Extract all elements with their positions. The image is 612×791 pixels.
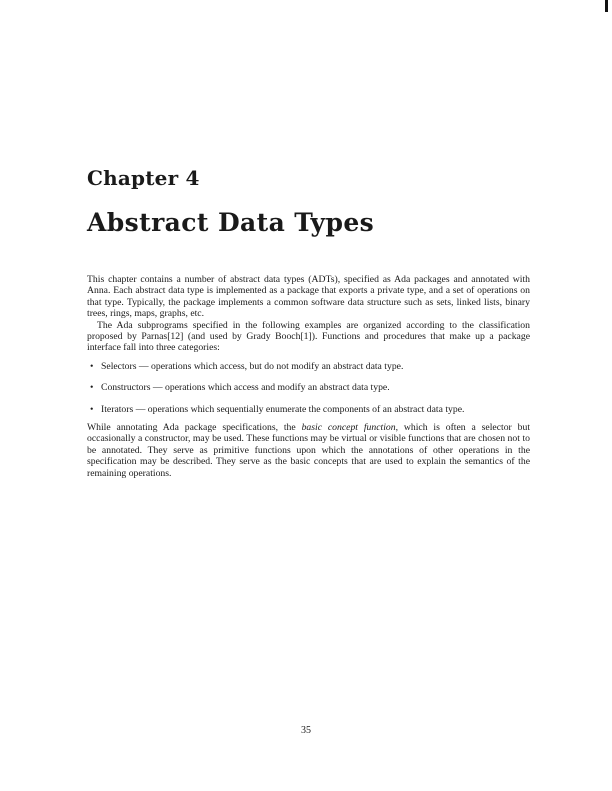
paragraph-text-after: , which is often a selector but occasionally a constructor, may be used. These functions may be virtual or visible functions that are chosen not to be annotated. They serve as primitive functions upon which the annotations of other operations in the specification may be described. They serve as the basic concepts that are used to explain the semantics of the remaining operations. — [87, 422, 531, 479]
bullet-icon: • — [90, 403, 94, 415]
basic-concept-paragraph — [87, 422, 530, 479]
chapter-label: Chapter 4 — [87, 166, 200, 190]
list-item-text: Selectors — operations which access, but do not modify an abstract data type. — [101, 360, 404, 372]
list-item — [87, 382, 530, 393]
category-list — [87, 361, 530, 415]
intro-paragraph: This chapter contains a number of abstract data types (ADTs), specified as Ada packages and annotated with Anna. Each abstract data type is implemented as a package that exports a private type, and a set of operations on that type. Typically, the package implements a common software data structure such as sets, linked lists, binary trees, rings, maps, graphs, etc. — [87, 274, 530, 320]
bullet-icon: • — [90, 382, 94, 394]
list-item — [87, 361, 530, 372]
basic-concept-term: basic concept function — [301, 422, 396, 434]
list-item — [87, 404, 530, 415]
list-item-text: Iterators — operations which sequentially enumerate the components of an abstract data type. — [101, 403, 465, 415]
scan-edge-mark — [605, 0, 608, 12]
chapter-body — [87, 274, 530, 479]
classification-paragraph: The Ada subprograms specified in the following examples are organized according to the classification proposed by Parnas[12] (and used by Grady Booch[1]). Functions and procedures that make up a package interface fall into three categories: — [87, 319, 530, 354]
page-number: 35 — [301, 725, 311, 736]
list-item-text: Constructors — operations which access and modify an abstract data type. — [101, 382, 390, 394]
bullet-icon: • — [90, 360, 94, 372]
chapter-title: Abstract Data Types — [87, 208, 375, 237]
paragraph-text-before: While annotating Ada package specifications, the — [87, 422, 302, 434]
